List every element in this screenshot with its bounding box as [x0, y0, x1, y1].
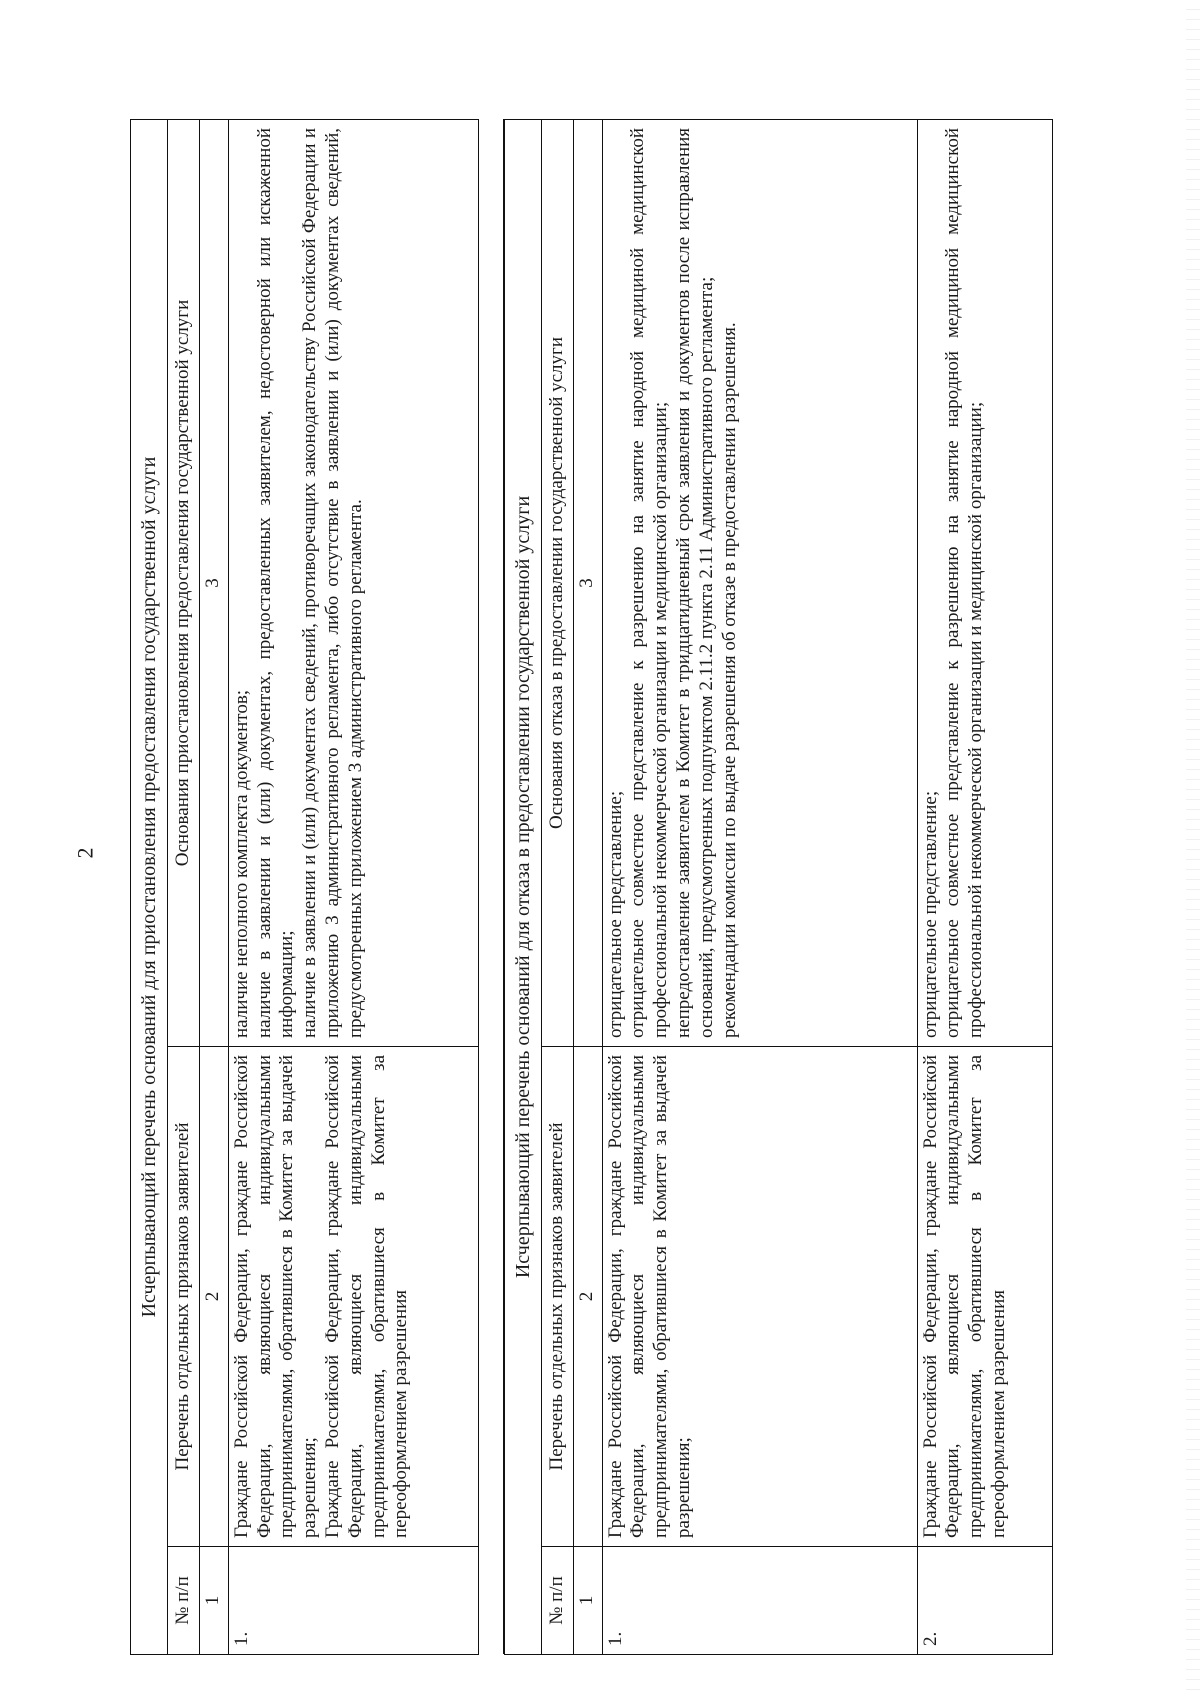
applicant-text: Граждане Российской Федерации, граждане Российской Федерации, являющиеся индивидуальными предпринимателями, обратившиеся в Комитет за выдачей разрешения;: [604, 1055, 694, 1538]
refusal-table-title: Исчерпывающий перечень оснований для отказа в предоставлении государственной услуги: [504, 119, 541, 1654]
applicant-text: Граждане Российской Федерации, граждане Российской Федерации, являющиеся индивидуальными предпринимателями, обратившиеся в Комитет за переоформлением разрешения: [919, 1055, 1009, 1538]
reasons-cell: [228, 120, 478, 1047]
col-number-2: 2: [573, 1047, 602, 1547]
applicants-cell: [602, 1047, 917, 1547]
table-row: [228, 120, 478, 1655]
reason-text: рекомендации комиссии по выдаче разрешения об отказе в предоставлении разрешения.: [718, 322, 740, 1038]
reason-text: отрицательное совместное представление к разрешению на занятие народной медициной медицинской профессиональной некоммерческой организации и медицинской организации;: [942, 127, 987, 1038]
col-number-2: 2: [199, 1047, 228, 1547]
header-applicants: Перечень отдельных признаков заявителей: [168, 1047, 200, 1547]
header-applicants: Перечень отдельных признаков заявителей: [541, 1047, 573, 1547]
reason-text: наличие в заявлении и (или) документах сведений, противоречащих законодательству Российской Федерации и приложению 3 административного регламента, либо отсутствие в заявлении и (или) документах сведений, предусмотренных приложением 3 административного регламента.: [299, 128, 366, 1038]
col-number-3: 3: [199, 120, 228, 1047]
scan-edge-artifact: [1186, 0, 1200, 1696]
header-reasons: Основания приостановления предоставления государственной услуги: [168, 120, 200, 1047]
reason-text: отрицательное представление;: [919, 790, 941, 1038]
reasons-cell: [917, 119, 1052, 1046]
header-num: № п/п: [168, 1547, 200, 1655]
reason-text: непредоставление заявителем в Комитет в тридцатидневный срок заявления и документов после исправления оснований, предусмотренных подпунктом 2.11.2 пункта 2.11 Административного регламента;: [672, 127, 717, 1038]
col-number-3: 3: [573, 119, 602, 1046]
table-row: [602, 119, 917, 1654]
table-gap: [478, 120, 503, 1655]
col-number-1: 1: [199, 1547, 228, 1655]
rotated-content: [130, 120, 1078, 1655]
row-number: 1.: [602, 1547, 917, 1655]
suspension-table: [130, 119, 504, 1655]
refusal-table: [504, 119, 1053, 1655]
table-row: [917, 119, 1052, 1654]
header-reasons: Основания отказа в предоставлении государственной услуги: [541, 119, 573, 1046]
col-number-1: 1: [573, 1547, 602, 1655]
header-num: № п/п: [541, 1547, 573, 1655]
reason-text: отрицательное совместное представление к разрешению на занятие народной медициной медицинской профессиональной некоммерческой организации и медицинской организации;: [627, 127, 672, 1038]
applicants-cell: [917, 1047, 1052, 1547]
page-number: 2: [72, 847, 98, 859]
reason-text: наличие неполного комплекта документов;: [230, 689, 252, 1038]
applicants-cell: [228, 1047, 478, 1547]
row-number: 1.: [228, 1547, 478, 1655]
applicant-text: Граждане Российской Федерации, граждане Российской Федерации, являющиеся индивидуальными предпринимателями, обратившиеся в Комитет за переоформлением разрешения: [321, 1055, 412, 1538]
suspension-table-title: Исчерпывающий перечень оснований для приостановления предоставления государственной услуги: [131, 120, 168, 1655]
reasons-cell: [602, 119, 917, 1046]
applicant-text: Граждане Российской Федерации, граждане Российской Федерации, являющиеся индивидуальными предпринимателями, обратившиеся в Комитет за выдачей разрешения;: [230, 1055, 321, 1538]
row-number: 2.: [917, 1547, 1052, 1655]
reason-text: наличие в заявлении и (или) документах, предоставленных заявителем, недостоверной или искаженной информации;: [253, 128, 298, 1038]
reason-text: отрицательное представление;: [604, 790, 626, 1038]
